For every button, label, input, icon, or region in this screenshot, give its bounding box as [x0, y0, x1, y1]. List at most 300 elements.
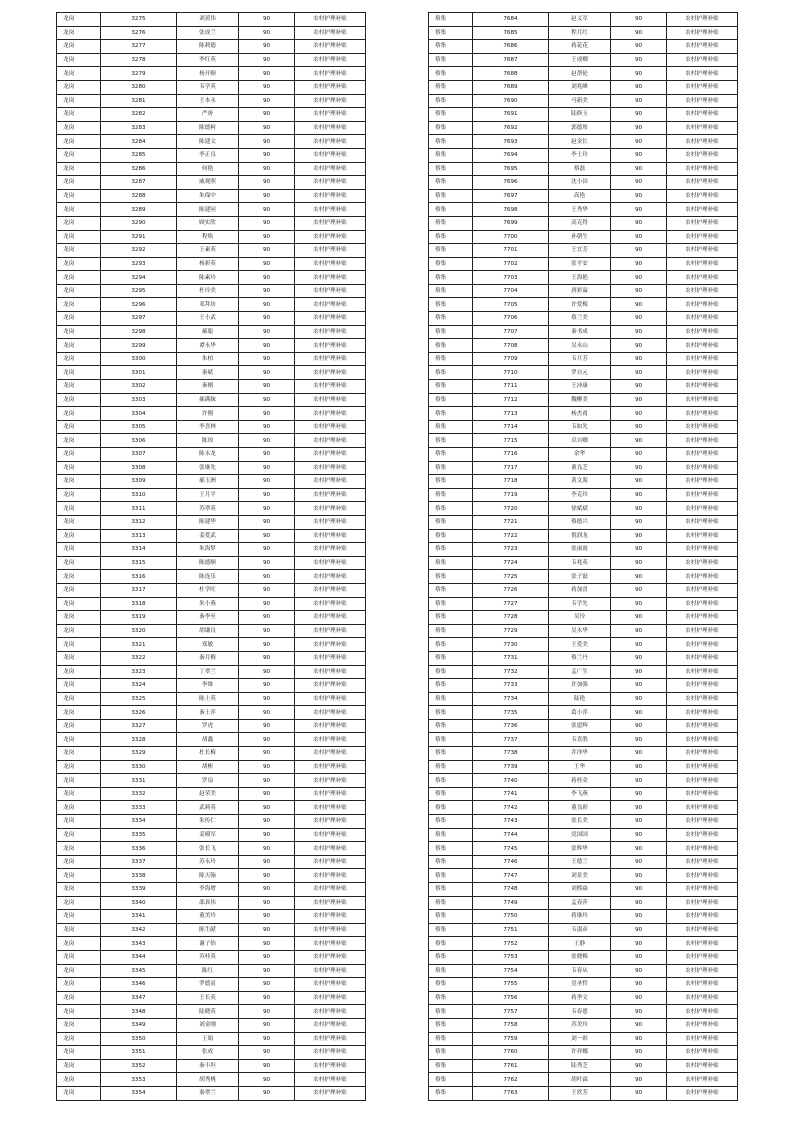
amount-cell: 90 — [611, 298, 667, 312]
table-row — [429, 991, 738, 1005]
serial-number-cell: 3340 — [101, 896, 177, 910]
table-row — [57, 883, 366, 897]
subsidy-type-cell: 农村护理补贴 — [295, 883, 366, 897]
subsidy-type-cell: 农村护理补贴 — [667, 230, 738, 244]
name-cell: 李海增 — [177, 883, 239, 897]
subsidy-type-cell: 农村护理补贴 — [667, 13, 738, 27]
amount-cell: 90 — [239, 1005, 295, 1019]
amount-cell: 90 — [611, 624, 667, 638]
serial-number-cell: 7685 — [473, 26, 549, 40]
subsidy-type-cell: 农村护理补贴 — [295, 475, 366, 489]
name-cell: 党国国 — [549, 828, 611, 842]
name-cell: 刘一彩 — [549, 1032, 611, 1046]
table-row — [57, 135, 366, 149]
subsidy-type-cell: 农村护理补贴 — [667, 1032, 738, 1046]
amount-cell: 90 — [611, 94, 667, 108]
town-cell: 龙岗 — [57, 176, 101, 190]
subsidy-type-cell: 农村护理补贴 — [667, 216, 738, 230]
serial-number-cell: 7690 — [473, 94, 549, 108]
amount-cell: 90 — [239, 312, 295, 326]
town-cell: 龙岗 — [57, 257, 101, 271]
table-row — [57, 339, 366, 353]
name-cell: 赵荣美 — [177, 787, 239, 801]
town-cell: 蔡集 — [429, 950, 473, 964]
name-cell: 刘金刚 — [177, 1018, 239, 1032]
table-row — [57, 679, 366, 693]
serial-number-cell: 7731 — [473, 651, 549, 665]
serial-number-cell: 7759 — [473, 1032, 549, 1046]
name-cell: 王华 — [549, 760, 611, 774]
subsidy-type-cell: 农村护理补贴 — [667, 883, 738, 897]
amount-cell: 90 — [239, 244, 295, 258]
amount-cell: 90 — [239, 53, 295, 67]
town-cell: 龙岗 — [57, 312, 101, 326]
table-row — [57, 67, 366, 81]
serial-number-cell: 7713 — [473, 407, 549, 421]
table-row — [429, 230, 738, 244]
amount-cell: 90 — [239, 1059, 295, 1073]
name-cell: 陈建同 — [177, 203, 239, 217]
amount-cell: 90 — [239, 40, 295, 54]
amount-cell: 90 — [239, 339, 295, 353]
name-cell: 陈莉德 — [177, 40, 239, 54]
subsidy-type-cell: 农村护理补贴 — [295, 420, 366, 434]
table-row — [429, 855, 738, 869]
town-cell: 蔡集 — [429, 1005, 473, 1019]
subsidy-type-cell: 农村护理补贴 — [295, 624, 366, 638]
serial-number-cell: 3325 — [101, 692, 177, 706]
name-cell: 杜学旺 — [177, 583, 239, 597]
subsidy-type-cell: 农村护理补贴 — [295, 991, 366, 1005]
table-row — [429, 719, 738, 733]
serial-number-cell: 3352 — [101, 1059, 177, 1073]
serial-number-cell: 3293 — [101, 257, 177, 271]
amount-cell: 90 — [239, 937, 295, 951]
table-row — [429, 13, 738, 27]
table-row — [429, 692, 738, 706]
town-cell: 龙岗 — [57, 461, 101, 475]
table-row — [57, 325, 366, 339]
name-cell: 高艳 — [549, 189, 611, 203]
table-row — [57, 665, 366, 679]
amount-cell: 90 — [611, 950, 667, 964]
subsidy-type-cell: 农村护理补贴 — [295, 1059, 366, 1073]
subsidy-type-cell: 农村护理补贴 — [667, 583, 738, 597]
amount-cell: 90 — [239, 203, 295, 217]
amount-cell: 90 — [611, 148, 667, 162]
town-cell: 龙岗 — [57, 950, 101, 964]
town-cell: 蔡集 — [429, 162, 473, 176]
serial-number-cell: 7710 — [473, 366, 549, 380]
amount-cell: 90 — [611, 515, 667, 529]
name-cell: 胡叶霖 — [549, 1073, 611, 1087]
town-cell: 蔡集 — [429, 515, 473, 529]
amount-cell: 90 — [239, 991, 295, 1005]
subsidy-type-cell: 农村护理补贴 — [667, 774, 738, 788]
name-cell: 王成卿 — [549, 53, 611, 67]
town-cell: 蔡集 — [429, 13, 473, 27]
table-row — [57, 638, 366, 652]
subsidy-type-cell: 农村护理补贴 — [295, 380, 366, 394]
town-cell: 龙岗 — [57, 747, 101, 761]
name-cell: 蔡兰丹 — [549, 651, 611, 665]
amount-cell: 90 — [611, 529, 667, 543]
town-cell: 蔡集 — [429, 216, 473, 230]
town-cell: 龙岗 — [57, 94, 101, 108]
table-row — [57, 40, 366, 54]
table-row — [429, 747, 738, 761]
table-row — [57, 611, 366, 625]
serial-number-cell: 7748 — [473, 883, 549, 897]
table-row — [57, 624, 366, 638]
name-cell: 张继先 — [177, 461, 239, 475]
amount-cell: 90 — [239, 828, 295, 842]
serial-number-cell: 7730 — [473, 638, 549, 652]
table-row — [429, 883, 738, 897]
amount-cell: 90 — [611, 325, 667, 339]
serial-number-cell: 3287 — [101, 176, 177, 190]
name-cell: 陆艳 — [549, 692, 611, 706]
name-cell: 陆秀芝 — [549, 1059, 611, 1073]
subsidy-type-cell: 农村护理补贴 — [667, 679, 738, 693]
town-cell: 蔡集 — [429, 815, 473, 829]
town-cell: 蔡集 — [429, 80, 473, 94]
town-cell: 龙岗 — [57, 624, 101, 638]
subsidy-type-cell: 农村护理补贴 — [667, 325, 738, 339]
amount-cell: 90 — [239, 815, 295, 829]
name-cell: 秦李至 — [177, 611, 239, 625]
name-cell: 王沛康 — [549, 380, 611, 394]
subsidy-type-cell: 农村护理补贴 — [667, 26, 738, 40]
subsidy-type-cell: 农村护理补贴 — [667, 719, 738, 733]
name-cell: 杜玲美 — [177, 284, 239, 298]
table-row — [57, 706, 366, 720]
serial-number-cell: 7709 — [473, 352, 549, 366]
serial-number-cell: 3308 — [101, 461, 177, 475]
town-cell: 蔡集 — [429, 869, 473, 883]
table-row — [429, 787, 738, 801]
amount-cell: 90 — [611, 869, 667, 883]
subsidy-type-cell: 农村护理补贴 — [295, 706, 366, 720]
name-cell: 朱传仁 — [177, 815, 239, 829]
subsidy-type-cell: 农村护理补贴 — [667, 624, 738, 638]
table-row — [57, 828, 366, 842]
table-row — [57, 991, 366, 1005]
subsidy-type-cell: 农村护理补贴 — [667, 1073, 738, 1087]
table-row — [57, 176, 366, 190]
amount-cell: 90 — [611, 121, 667, 135]
amount-cell: 90 — [611, 189, 667, 203]
serial-number-cell: 3329 — [101, 747, 177, 761]
amount-cell: 90 — [611, 216, 667, 230]
town-cell: 龙岗 — [57, 760, 101, 774]
serial-number-cell: 3353 — [101, 1073, 177, 1087]
amount-cell: 90 — [611, 651, 667, 665]
amount-cell: 90 — [239, 366, 295, 380]
name-cell: 韦淑彦 — [549, 923, 611, 937]
town-cell: 蔡集 — [429, 1086, 473, 1100]
town-cell: 蔡集 — [429, 801, 473, 815]
amount-cell: 90 — [239, 393, 295, 407]
name-cell: 董美玲 — [177, 910, 239, 924]
serial-number-cell: 3343 — [101, 937, 177, 951]
town-cell: 龙岗 — [57, 910, 101, 924]
subsidy-type-cell: 农村护理补贴 — [667, 108, 738, 122]
serial-number-cell: 3327 — [101, 719, 177, 733]
town-cell: 龙岗 — [57, 706, 101, 720]
name-cell: 李喜林 — [177, 420, 239, 434]
town-cell: 蔡集 — [429, 488, 473, 502]
town-cell: 龙岗 — [57, 679, 101, 693]
serial-number-cell: 7747 — [473, 869, 549, 883]
serial-number-cell: 3307 — [101, 448, 177, 462]
name-cell: 胡鑫 — [177, 733, 239, 747]
town-cell: 蔡集 — [429, 665, 473, 679]
subsidy-type-cell: 农村护理补贴 — [295, 842, 366, 856]
town-cell: 蔡集 — [429, 135, 473, 149]
amount-cell: 90 — [611, 910, 667, 924]
amount-cell: 90 — [611, 67, 667, 81]
town-cell: 龙岗 — [57, 407, 101, 421]
serial-number-cell: 7687 — [473, 53, 549, 67]
serial-number-cell: 7725 — [473, 570, 549, 584]
name-cell: 赵义军 — [549, 13, 611, 27]
serial-number-cell: 7712 — [473, 393, 549, 407]
table-row — [57, 937, 366, 951]
town-cell: 蔡集 — [429, 692, 473, 706]
name-cell: 许爱梅 — [549, 298, 611, 312]
subsidy-type-cell: 农村护理补贴 — [667, 692, 738, 706]
town-cell: 蔡集 — [429, 583, 473, 597]
table-row — [57, 352, 366, 366]
serial-number-cell: 3348 — [101, 1005, 177, 1019]
town-cell: 龙岗 — [57, 40, 101, 54]
table-row — [57, 1018, 366, 1032]
town-cell: 蔡集 — [429, 420, 473, 434]
subsidy-type-cell: 农村护理补贴 — [295, 94, 366, 108]
serial-number-cell: 7761 — [473, 1059, 549, 1073]
table-row — [429, 638, 738, 652]
serial-number-cell: 3331 — [101, 774, 177, 788]
town-cell: 龙岗 — [57, 991, 101, 1005]
table-row — [57, 1046, 366, 1060]
serial-number-cell: 7701 — [473, 244, 549, 258]
table-row — [429, 216, 738, 230]
amount-cell: 90 — [611, 733, 667, 747]
name-cell: 许祥娜 — [549, 1046, 611, 1060]
serial-number-cell: 7694 — [473, 148, 549, 162]
serial-number-cell: 7734 — [473, 692, 549, 706]
serial-number-cell: 3280 — [101, 80, 177, 94]
serial-number-cell: 7728 — [473, 611, 549, 625]
name-cell: 王小武 — [177, 312, 239, 326]
name-cell: 胡彬 — [177, 760, 239, 774]
serial-number-cell: 7718 — [473, 475, 549, 489]
town-cell: 龙岗 — [57, 1005, 101, 1019]
serial-number-cell: 7706 — [473, 312, 549, 326]
serial-number-cell: 7752 — [473, 937, 549, 951]
serial-number-cell: 7717 — [473, 461, 549, 475]
table-row — [429, 543, 738, 557]
amount-cell: 90 — [611, 203, 667, 217]
amount-cell: 90 — [611, 502, 667, 516]
name-cell: 韦如先 — [549, 420, 611, 434]
name-cell: 罗扇 — [177, 774, 239, 788]
subsidy-type-cell: 农村护理补贴 — [667, 298, 738, 312]
name-cell: 余华 — [549, 448, 611, 462]
subsidy-type-cell: 农村护理补贴 — [667, 176, 738, 190]
serial-number-cell: 3322 — [101, 651, 177, 665]
serial-number-cell: 3341 — [101, 910, 177, 924]
table-row — [429, 1086, 738, 1100]
serial-number-cell: 7686 — [473, 40, 549, 54]
town-cell: 蔡集 — [429, 1073, 473, 1087]
subsidy-type-cell: 农村护理补贴 — [295, 53, 366, 67]
name-cell: 许加强 — [549, 679, 611, 693]
name-cell: 谢子怡 — [177, 937, 239, 951]
amount-cell: 90 — [611, 638, 667, 652]
town-cell: 龙岗 — [57, 937, 101, 951]
name-cell: 武莉英 — [177, 801, 239, 815]
serial-number-cell: 3305 — [101, 420, 177, 434]
serial-number-cell: 7760 — [473, 1046, 549, 1060]
name-cell: 陈士英 — [177, 692, 239, 706]
town-cell: 蔡集 — [429, 298, 473, 312]
amount-cell: 90 — [239, 515, 295, 529]
town-cell: 龙岗 — [57, 1018, 101, 1032]
subsidy-type-cell: 农村护理补贴 — [667, 543, 738, 557]
serial-number-cell: 3347 — [101, 991, 177, 1005]
serial-number-cell: 7699 — [473, 216, 549, 230]
name-cell: 蔡德兴 — [549, 515, 611, 529]
table-row — [57, 801, 366, 815]
serial-number-cell: 7726 — [473, 583, 549, 597]
name-cell: 朱小燕 — [177, 597, 239, 611]
name-cell: 郝满妹 — [177, 393, 239, 407]
subsidy-type-cell: 农村护理补贴 — [295, 910, 366, 924]
table-row — [429, 393, 738, 407]
town-cell: 蔡集 — [429, 910, 473, 924]
serial-number-cell: 3277 — [101, 40, 177, 54]
amount-cell: 90 — [611, 26, 667, 40]
name-cell: 李飞燕 — [549, 787, 611, 801]
amount-cell: 90 — [239, 583, 295, 597]
table-row — [57, 583, 366, 597]
subsidy-type-cell: 农村护理补贴 — [295, 189, 366, 203]
amount-cell: 90 — [239, 774, 295, 788]
town-cell: 龙岗 — [57, 53, 101, 67]
town-cell: 蔡集 — [429, 978, 473, 992]
town-cell: 蔡集 — [429, 203, 473, 217]
table-row — [429, 475, 738, 489]
name-cell: 王静 — [549, 937, 611, 951]
amount-cell: 90 — [239, 176, 295, 190]
subsidy-type-cell: 农村护理补贴 — [667, 801, 738, 815]
town-cell: 龙岗 — [57, 855, 101, 869]
subsidy-type-cell: 农村护理补贴 — [295, 244, 366, 258]
subsidy-type-cell: 农村护理补贴 — [667, 488, 738, 502]
town-cell: 蔡集 — [429, 108, 473, 122]
table-row — [57, 298, 366, 312]
serial-number-cell: 3299 — [101, 339, 177, 353]
name-cell: 胡秀桃 — [177, 1073, 239, 1087]
amount-cell: 90 — [239, 448, 295, 462]
table-row — [429, 1032, 738, 1046]
name-cell: 高克得 — [549, 216, 611, 230]
amount-cell: 90 — [611, 787, 667, 801]
town-cell: 龙岗 — [57, 1032, 101, 1046]
name-cell: 陈建文 — [177, 135, 239, 149]
town-cell: 蔡集 — [429, 53, 473, 67]
subsidy-type-cell: 农村护理补贴 — [295, 339, 366, 353]
left-roster-table — [56, 12, 366, 1101]
amount-cell: 90 — [239, 611, 295, 625]
amount-cell: 90 — [239, 271, 295, 285]
name-cell: 李克玲 — [549, 488, 611, 502]
subsidy-type-cell: 农村护理补贴 — [295, 1086, 366, 1100]
table-row — [429, 40, 738, 54]
amount-cell: 90 — [239, 108, 295, 122]
table-row — [57, 380, 366, 394]
serial-number-cell: 7693 — [473, 135, 549, 149]
amount-cell: 90 — [239, 883, 295, 897]
amount-cell: 90 — [611, 583, 667, 597]
amount-cell: 90 — [611, 556, 667, 570]
name-cell: 秦翠兰 — [177, 1086, 239, 1100]
subsidy-type-cell: 农村护理补贴 — [667, 380, 738, 394]
amount-cell: 90 — [239, 1086, 295, 1100]
table-row — [429, 53, 738, 67]
town-cell: 龙岗 — [57, 135, 101, 149]
amount-cell: 90 — [239, 298, 295, 312]
town-cell: 蔡集 — [429, 842, 473, 856]
amount-cell: 90 — [239, 1073, 295, 1087]
serial-number-cell: 7698 — [473, 203, 549, 217]
subsidy-type-cell: 农村护理补贴 — [295, 815, 366, 829]
amount-cell: 90 — [611, 366, 667, 380]
serial-number-cell: 3310 — [101, 488, 177, 502]
name-cell: 董良彩 — [549, 801, 611, 815]
amount-cell: 90 — [611, 692, 667, 706]
amount-cell: 90 — [611, 271, 667, 285]
subsidy-type-cell: 农村护理补贴 — [667, 733, 738, 747]
serial-number-cell: 7723 — [473, 543, 549, 557]
subsidy-type-cell: 农村护理补贴 — [667, 815, 738, 829]
serial-number-cell: 7749 — [473, 896, 549, 910]
name-cell: 黄文海 — [549, 475, 611, 489]
amount-cell: 90 — [611, 40, 667, 54]
serial-number-cell: 7750 — [473, 910, 549, 924]
serial-number-cell: 3292 — [101, 244, 177, 258]
name-cell: 李维 — [177, 679, 239, 693]
serial-number-cell: 7702 — [473, 257, 549, 271]
town-cell: 蔡集 — [429, 475, 473, 489]
town-cell: 龙岗 — [57, 556, 101, 570]
subsidy-type-cell: 农村护理补贴 — [667, 556, 738, 570]
name-cell: 王素英 — [177, 244, 239, 258]
serial-number-cell: 3351 — [101, 1046, 177, 1060]
subsidy-type-cell: 农村护理补贴 — [295, 570, 366, 584]
table-row — [429, 380, 738, 394]
amount-cell: 90 — [239, 502, 295, 516]
table-row — [429, 624, 738, 638]
town-cell: 蔡集 — [429, 651, 473, 665]
town-cell: 龙岗 — [57, 665, 101, 679]
name-cell: 刘兆峰 — [549, 80, 611, 94]
amount-cell: 90 — [611, 543, 667, 557]
serial-number-cell: 3337 — [101, 855, 177, 869]
serial-number-cell: 7740 — [473, 774, 549, 788]
